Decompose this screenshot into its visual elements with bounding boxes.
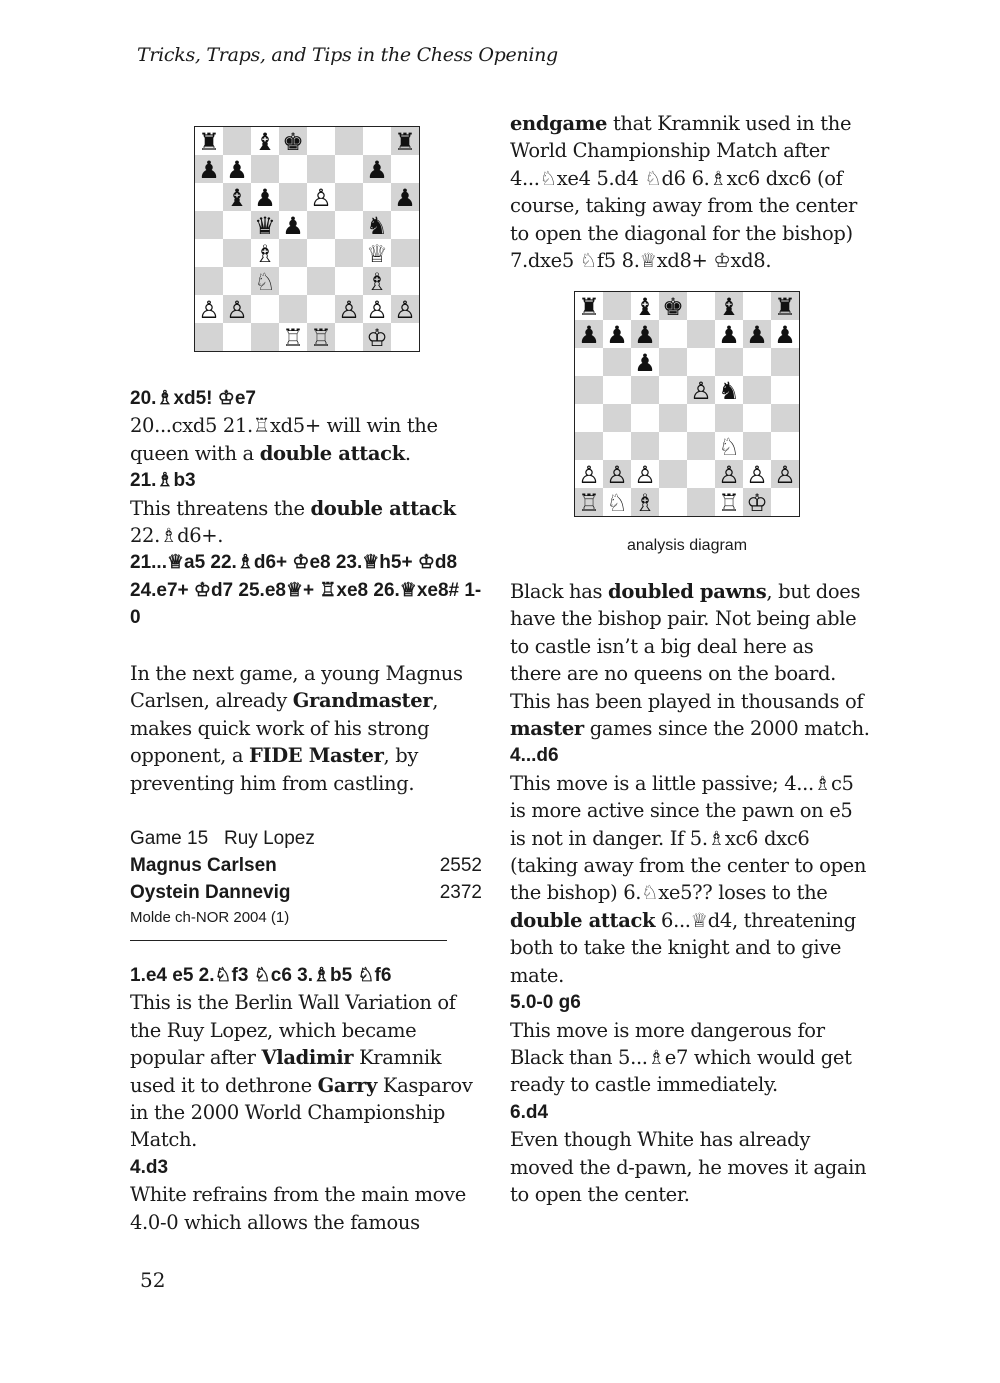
board-square <box>251 295 279 323</box>
black-rook-a8: ♜ <box>198 128 220 156</box>
board-square <box>279 183 307 211</box>
board-square <box>307 295 335 323</box>
board-square <box>251 155 279 183</box>
board-square <box>575 376 603 404</box>
white-pawn-a2: ♙ <box>198 296 220 324</box>
left-column-lower <box>130 962 485 1236</box>
chess-diagram-2 <box>574 291 800 517</box>
black-rook-h8: ♜ <box>394 128 416 156</box>
white-pawn-f2: ♙ <box>338 296 360 324</box>
white-pawn-g2: ♙ <box>366 296 388 324</box>
black-knight-g5: ♞ <box>366 212 388 240</box>
black-pawn-d5: ♟ <box>282 212 304 240</box>
board-square <box>631 376 659 404</box>
board-square <box>631 432 659 460</box>
board-square <box>743 404 771 432</box>
white-rook-f1: ♖ <box>718 489 740 516</box>
board-square <box>307 267 335 295</box>
board-square <box>335 239 363 267</box>
board-square <box>307 155 335 183</box>
black-pawn-h7: ♟ <box>774 321 796 349</box>
comment-6: Even though White has already moved the d-pawn, he moves it again to open the center. <box>510 1128 867 1206</box>
board-square <box>391 239 419 267</box>
board-square <box>687 404 715 432</box>
board-square <box>223 127 251 155</box>
white-knight-c3: ♘ <box>254 268 276 296</box>
board-square <box>195 183 223 211</box>
board-square <box>307 239 335 267</box>
board-square <box>575 348 603 376</box>
board-square <box>335 155 363 183</box>
black-knight-f5: ♞ <box>718 377 740 405</box>
board-square <box>251 323 279 351</box>
board-square <box>195 239 223 267</box>
board-square <box>307 127 335 155</box>
board-square <box>743 292 771 320</box>
move-20: 20.♗xd5! ♔e7 <box>130 388 256 409</box>
page-number: 52 <box>140 1268 166 1292</box>
white-pawn-b2: ♙ <box>226 296 248 324</box>
board-square <box>195 267 223 295</box>
move-6: 6.d4 <box>510 1101 549 1123</box>
right-column-lower <box>510 578 870 1208</box>
black-pawn-b7: ♟ <box>226 156 248 184</box>
black-bishop-f8: ♝ <box>718 293 740 321</box>
white-pawn-h2: ♙ <box>394 296 416 324</box>
black-king-d8: ♚ <box>662 293 684 321</box>
black-rook-a8: ♜ <box>578 293 600 321</box>
white-player-row: Magnus Carlsen 2552 <box>130 855 482 876</box>
board-square <box>603 348 631 376</box>
board-square <box>223 323 251 351</box>
white-bishop-c1: ♗ <box>634 489 656 516</box>
divider-rule <box>130 940 447 941</box>
black-rook-h8: ♜ <box>774 293 796 321</box>
white-pawn-b2: ♙ <box>606 461 628 489</box>
black-bishop-c8: ♝ <box>254 128 276 156</box>
board-square <box>279 295 307 323</box>
board-square <box>307 211 335 239</box>
board-square <box>687 432 715 460</box>
white-pawn-e6: ♙ <box>310 184 332 212</box>
white-knight-f3: ♘ <box>718 433 740 461</box>
board-square <box>743 348 771 376</box>
white-rook-a1: ♖ <box>578 489 600 516</box>
move-4-d6: 4...d6 <box>510 745 559 767</box>
black-pawn-c6: ♟ <box>634 349 656 377</box>
black-bishop-c8: ♝ <box>634 293 656 321</box>
black-queen-c5: ♛ <box>254 212 276 240</box>
board-square <box>687 292 715 320</box>
black-pawn-h6: ♟ <box>394 184 416 212</box>
board-square <box>223 239 251 267</box>
white-queen-g4: ♕ <box>366 240 388 268</box>
running-title: Tricks, Traps, and Tips in the Chess Opening <box>137 44 558 66</box>
board-square <box>391 267 419 295</box>
board-square <box>603 292 631 320</box>
black-pawn-a7: ♟ <box>198 156 220 184</box>
board-square <box>715 404 743 432</box>
board-square <box>223 267 251 295</box>
endgame-paragraph: endgame that Kramnik used in the World Championship Match after 4...♘xe4 5.d4 ♘d6 6.♗xc6 dxc6 (of course, taking away from the center to open the diagonal for the bishop) 7.dxe5 ♘f5 8.♕xd8+ ♔xd8. <box>510 112 857 273</box>
comment-5: This move is more dangerous for Black than 5...♗e7 which would get ready to castle immediately. <box>510 1018 852 1097</box>
move-5: 5.0-0 g6 <box>510 992 581 1014</box>
board-square <box>771 488 799 516</box>
comment-black-doubled: Black has doubled pawns, but does have the bishop pair. Not being able to castle isn’t a big deal here as there are no queens on the board. This has been played in thousands of master games since the 2000 match. <box>510 580 870 741</box>
board-square <box>743 432 771 460</box>
left-column-upper <box>130 385 485 632</box>
white-pawn-f2: ♙ <box>718 461 740 489</box>
board-square <box>659 404 687 432</box>
board-square <box>603 376 631 404</box>
black-bishop-b6: ♝ <box>226 184 248 212</box>
board-square <box>659 460 687 488</box>
board-square <box>279 239 307 267</box>
board-square <box>335 323 363 351</box>
black-pawn-c7: ♟ <box>634 321 656 349</box>
event-line: Molde ch-NOR 2004 (1) <box>130 909 290 926</box>
white-king-g1: ♔ <box>366 324 388 351</box>
comment-20: 20...cxd5 21.♖xd5+ will win the queen with a double attack. <box>130 414 438 465</box>
board-square <box>391 323 419 351</box>
chess-diagram-1 <box>194 126 420 352</box>
board-square <box>335 127 363 155</box>
black-pawn-b7: ♟ <box>606 321 628 349</box>
board-square <box>391 211 419 239</box>
board-square <box>335 183 363 211</box>
black-pawn-g7: ♟ <box>746 321 768 349</box>
board-square <box>771 432 799 460</box>
board-square <box>743 376 771 404</box>
board-square <box>279 267 307 295</box>
black-pawn-a7: ♟ <box>578 321 600 349</box>
move-21-continuation: 21...♕a5 22.♗d6+ ♔e8 23.♕h5+ ♔d8 24.e7+ ♔d7 25.e8♕+ ♖xe8 26.♕xe8# 1-0 <box>130 552 482 629</box>
board-square <box>659 320 687 348</box>
board-square <box>687 320 715 348</box>
white-rook-d1: ♖ <box>282 324 304 351</box>
move-4: 4.d3 <box>130 1156 169 1178</box>
board-square <box>603 404 631 432</box>
board-square <box>659 348 687 376</box>
black-pawn-g7: ♟ <box>366 156 388 184</box>
white-rook-e1: ♖ <box>310 324 332 351</box>
black-pawn-c6: ♟ <box>254 184 276 212</box>
comment-1: This is the Berlin Wall Variation of the Ruy Lopez, which became popular after Vladimir Kramnik used it to dethrone Garry Kasparov in the 2000 World Championship Match. <box>130 991 473 1152</box>
board-square <box>771 404 799 432</box>
board-square <box>195 323 223 351</box>
board-square <box>391 155 419 183</box>
white-bishop-g3: ♗ <box>366 268 388 296</box>
board-svg <box>575 292 799 516</box>
move-1: 1.e4 e5 2.♘f3 ♘c6 3.♗b5 ♘f6 <box>130 965 392 986</box>
black-king-d8: ♚ <box>282 128 304 156</box>
board-square <box>575 432 603 460</box>
comment-4-d6: This move is a little passive; 4...♗c5 is more active since the pawn on e5 is not in danger. If 5.♗xc6 dxc6 (taking away from the center to open the bishop) 6.♘xe5?? loses to the double attack 6...♕d4, threatening both to take the knight and to give mate. <box>510 771 867 987</box>
board-square <box>687 348 715 376</box>
comment-4: White refrains from the main move 4.0-0 which allows the famous <box>130 1183 466 1234</box>
board-square <box>687 488 715 516</box>
game-intro: In the next game, a young Magnus Carlsen, already Grandmaster, makes quick work of his strong opponent, a FIDE Master, by preventing him from castling. <box>130 662 463 795</box>
board-square <box>363 127 391 155</box>
board-square <box>335 267 363 295</box>
board-svg <box>195 127 419 351</box>
black-pawn-f7: ♟ <box>718 321 740 349</box>
game-title: Game 15 Ruy Lopez <box>130 828 315 849</box>
board-square <box>659 376 687 404</box>
black-player-row: Oystein Dannevig 2372 <box>130 882 482 903</box>
board-square <box>335 211 363 239</box>
white-pawn-c2: ♙ <box>634 461 656 489</box>
board-square <box>771 348 799 376</box>
board-square <box>223 211 251 239</box>
board-square <box>659 432 687 460</box>
white-pawn-h2: ♙ <box>774 461 796 489</box>
comment-21: This threatens the double attack 22.♗d6+. <box>130 496 456 548</box>
white-pawn-g2: ♙ <box>746 461 768 489</box>
game-header <box>130 825 482 926</box>
white-knight-b1: ♘ <box>606 489 628 516</box>
white-king-g1: ♔ <box>746 489 768 516</box>
white-pawn-a2: ♙ <box>578 461 600 489</box>
board-square <box>687 460 715 488</box>
white-pawn-e5: ♙ <box>690 377 712 405</box>
board-square <box>363 183 391 211</box>
board-square <box>631 404 659 432</box>
white-bishop-c4: ♗ <box>254 240 276 268</box>
board-square <box>715 348 743 376</box>
board-square <box>575 404 603 432</box>
move-21: 21.♗b3 <box>130 470 196 492</box>
board-square <box>659 488 687 516</box>
board-square <box>279 155 307 183</box>
board-square <box>603 432 631 460</box>
board-square <box>771 376 799 404</box>
board-square <box>195 211 223 239</box>
diagram-caption: analysis diagram <box>626 537 748 554</box>
